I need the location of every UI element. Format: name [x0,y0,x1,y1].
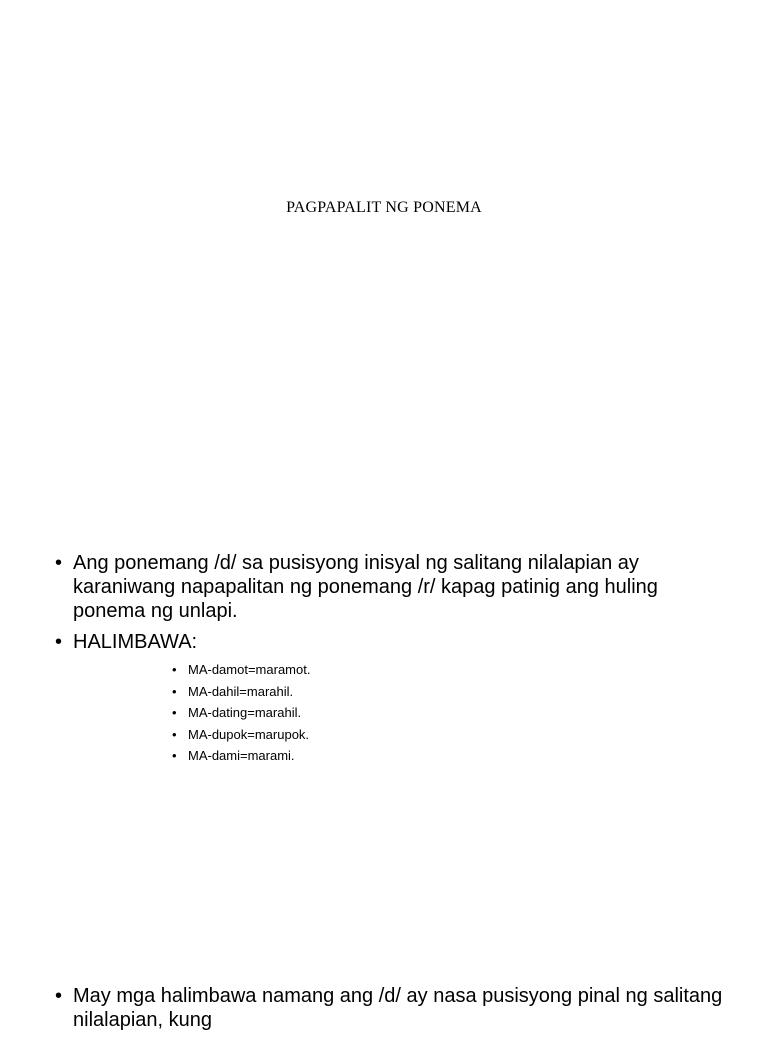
bullet-dot-icon: • [55,552,63,574]
example-item [172,724,310,746]
bullet-dot-icon: • [172,705,177,720]
example-item [172,745,310,767]
bullet-dot-icon: • [172,748,177,763]
bullet-text: May mga halimbawa namang ang /d/ ay nasa pusisyong pinal ng salitang nilalapian, kung [73,985,723,1031]
example-item [172,702,310,724]
example-list [172,659,310,767]
example-text: MA-dupok=marupok. [188,726,310,742]
example-item [172,659,310,681]
bullet-dot-icon: • [172,662,177,677]
example-item [172,681,310,703]
example-text: MA-dami=marami. [188,748,295,763]
example-text: MA-dating=marahil. [188,705,302,720]
bullet-dot-icon: • [172,683,177,699]
example-text: MA-damot=maramot. [188,662,311,677]
bullet-text: Ang ponemang /d/ sa pusisyong inisyal ng salitang nilalapian ay karaniwang napapalitan ng ponemang /r/ kapag patinig ang huling ponema ng unlapi. [73,552,658,622]
bullet-text: HALIMBAWA: [73,631,198,653]
example-text: MA-dahil=marahil. [188,683,294,699]
bullet-dot-icon: • [55,985,63,1007]
bullet-dot-icon: • [55,631,63,653]
bullet-item-bottom [55,984,735,1032]
slide-title: PAGPAPALIT NG PONEMA [286,199,482,216]
bullet-item-halimbawa [55,630,735,654]
bottom-bullet-list [55,984,735,1039]
bullet-item-rule [55,551,735,623]
bullet-dot-icon: • [172,726,177,742]
main-bullet-list [55,551,735,661]
